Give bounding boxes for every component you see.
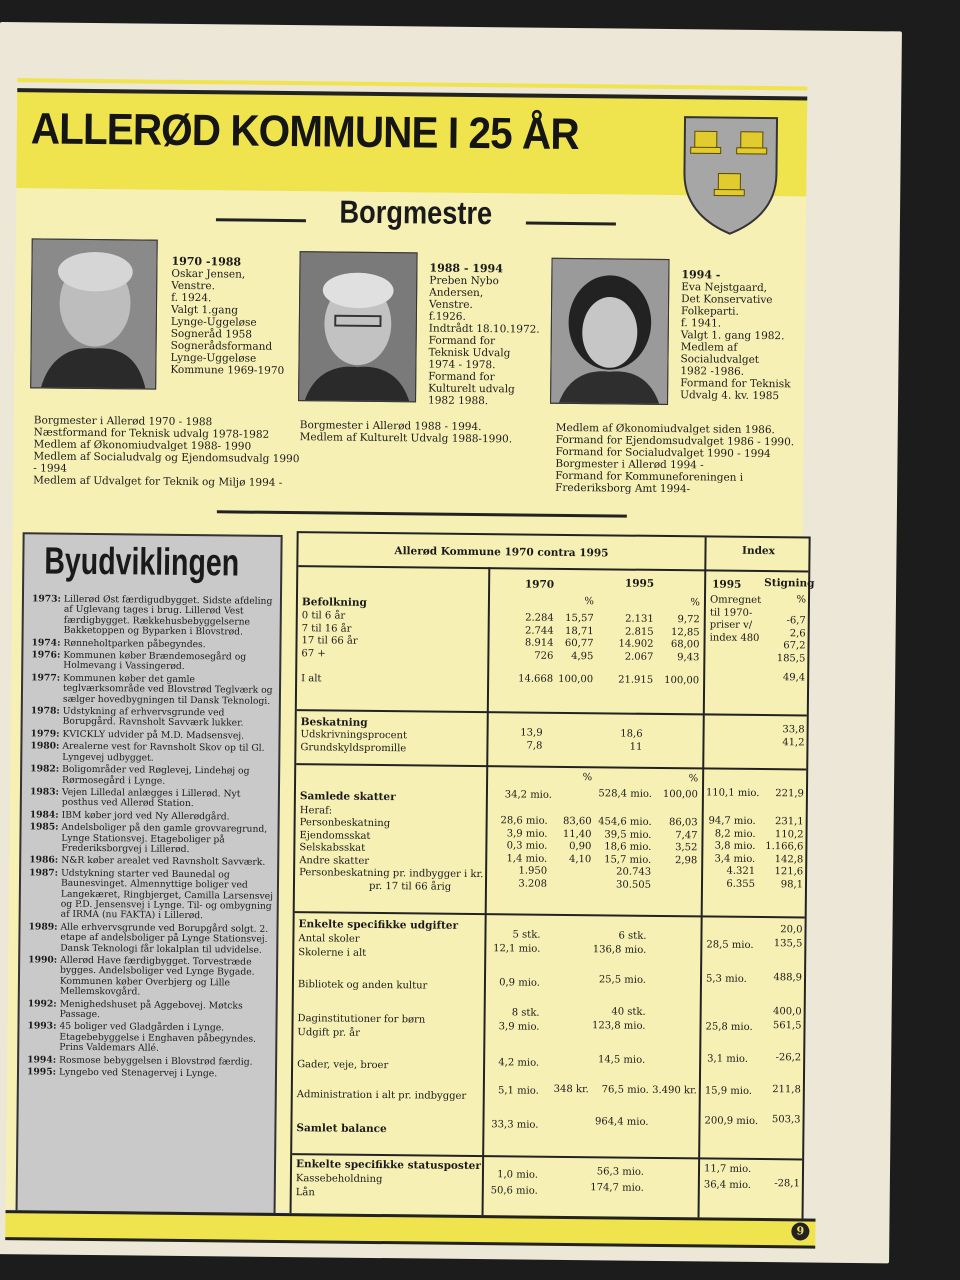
befolkning-total-1995: 21.915	[618, 674, 654, 686]
cell-value: 0,90	[569, 841, 592, 853]
befolkning-1995	[593, 613, 654, 664]
item-year: 1983:	[29, 786, 59, 798]
cell-value: 12,85	[670, 626, 700, 638]
row-label: Ejendomsskat	[299, 829, 371, 842]
index-note-line: index 480	[709, 631, 760, 644]
cell-value: 86,03	[668, 817, 698, 829]
cell-value: 28,6 mio.	[500, 815, 548, 827]
mayor-3-bio	[680, 269, 811, 402]
mayor-3-line: Medlem af Socialudvalget	[680, 341, 760, 366]
list-item	[26, 922, 274, 956]
mayor-2-line: 1982 1988.	[427, 394, 489, 408]
befolkning-labels	[301, 610, 488, 662]
section-samlede-skatter: Samlede skatter	[299, 790, 396, 804]
mayor-3-line: Folkeparti.	[680, 305, 739, 318]
item-year: 1973:	[31, 593, 62, 605]
udgift-omregnet: 3,1 mio.	[707, 1053, 749, 1065]
mayor-3-career	[555, 422, 796, 497]
skatter-pct-1995-header: %	[688, 773, 699, 785]
list-item	[26, 955, 274, 999]
item-text: 45 boliger ved Gladgården i Lynge. Etagebebyggelse i Enghaven påbegyndes. Prins Valdemars Allé.	[59, 1021, 257, 1054]
befolkning-total-stigning: 49,4	[782, 672, 806, 684]
mayor-2-line: Kulturelt udvalg	[428, 382, 515, 396]
career-line: Medlem af Kulturelt Udvalg 1988-1990.	[299, 431, 513, 446]
mayor-1-career	[33, 414, 304, 489]
byudvikling-list	[25, 594, 278, 1082]
skatter-total-omregnet: 110,1 mio.	[705, 787, 760, 799]
beskatning-1995	[592, 728, 642, 754]
index-note-line: Omregnet	[709, 594, 762, 607]
cell-value: 8.914	[524, 637, 554, 649]
cell-value: 110,2	[774, 828, 804, 840]
item-text: Boligområder ved Røglevej, Lindehøj og Rørmosegård i Lynge.	[62, 763, 250, 787]
cell-value: 2.067	[624, 651, 654, 663]
item-text: Lillerød Øst færdigudbygget. Sidste afdeling af Uglevang tages i brug. Lillerød Vest færdigbygget. Rækkehusbebyggelserne Bakketoppen og Byparken i Blovstrød.	[63, 593, 273, 638]
row-label: Personbeskatning	[299, 817, 391, 830]
career-line: Medlem af Udvalget for Teknik og Miljø 1994 -	[33, 474, 283, 489]
item-text: Andelsboliger på den gamle grovvaregrund, Lynge Stationsvej. Etageboliger på Frederiksborgvej i Lillerød.	[61, 821, 268, 855]
skatter-heraf: Heraf:	[299, 805, 333, 817]
skatter-1995-pct	[651, 817, 698, 867]
udgift-1995-per-capita: 3.490 kr.	[652, 1084, 697, 1097]
col-stigning-pct: %	[796, 594, 807, 606]
skatter-total-1995: 528,4 mio.	[598, 788, 653, 800]
cell-value: 11	[629, 741, 643, 753]
udgift-1995: 964,4 mio.	[594, 1116, 649, 1128]
cell-value: 39,5 mio.	[604, 828, 652, 841]
item-text: Menighedshuset på Aggebovej. Møtcks Passage.	[59, 998, 243, 1021]
coat-of-arms-icon	[680, 113, 781, 238]
skatter-total-stigning: 221,9	[775, 788, 805, 800]
cell-value: 121,6	[774, 866, 804, 878]
mayor-photo-1	[30, 238, 158, 389]
mayor-1-line: f. 1924.	[171, 291, 212, 305]
row-label: Grundskyldspromille	[300, 741, 407, 754]
index-title: Index	[742, 544, 775, 558]
section-status: Enkelte specifikke statusposter	[295, 1158, 481, 1173]
career-line: Borgmester i Allerød 1988 - 1994.	[299, 419, 482, 434]
item-year: 1990:	[28, 954, 58, 966]
udgift-1995: 40 stk.	[611, 1006, 646, 1018]
udgift-stigning: 561,5	[772, 1020, 802, 1032]
mayor-2-line: Venstre.	[429, 298, 473, 311]
cell-value: 185,5	[776, 652, 806, 664]
mayors-heading	[216, 192, 616, 233]
item-text: Arealerne vest for Ravnsholt Skov op til Gl. Lyngevej udbygget.	[62, 740, 265, 764]
mayor-2-line: Formand for	[428, 334, 496, 348]
udgift-1995: 14,5 mio.	[597, 1054, 646, 1066]
status-label: Lån	[295, 1187, 315, 1199]
udgift-label: Skolerne i alt	[298, 947, 367, 959]
row-label: 0 til 6 år	[301, 610, 346, 622]
item-text: Allerød Have færdigbygget. Torvestræde bygges. Andelsboliger ved Lynge Bygade. Kommunen køber Overbjerg og Lille Mellemskovgård.	[59, 954, 255, 998]
udgift-omregnet: 25,8 mio.	[705, 1021, 753, 1033]
col-1970: 1970	[524, 578, 555, 591]
item-year: 1995:	[26, 1066, 57, 1078]
cell-value: 60,77	[564, 637, 594, 650]
skatter-labels	[299, 817, 486, 894]
cell-value: 1.950	[518, 865, 548, 877]
mayor-1-line: Lynge-Uggeløse	[170, 351, 257, 365]
table-rule	[296, 763, 806, 770]
udgift-stigning: 211,8	[772, 1084, 801, 1096]
skatter-1970	[485, 815, 548, 891]
list-item	[25, 1022, 273, 1056]
udgift-omregnet: 200,9 mio.	[704, 1115, 759, 1127]
item-text: Lyngebo ved Stenagervej i Lynge.	[58, 1066, 218, 1080]
section-beskatning: Beskatning	[300, 716, 368, 729]
list-item	[29, 650, 277, 673]
item-text: Vejen Lilledal anlægges i Lillerød. Nyt posthus ved Allerød Station.	[61, 786, 241, 810]
cell-value: 30.505	[615, 878, 652, 891]
page-number: 9	[791, 1222, 809, 1240]
cell-value: 6.355	[726, 878, 756, 890]
career-line: Frederiksborg Amt 1994-	[555, 481, 691, 496]
befolkning-1970	[487, 612, 554, 663]
item-year: 1985:	[29, 821, 59, 833]
row-label: Andre skatter	[299, 854, 370, 867]
newspaper-page	[0, 22, 902, 1263]
career-line: Formand for Socialudvalget 1990 - 1994	[555, 445, 771, 461]
udgift-label: Gader, veje, broer	[297, 1059, 389, 1072]
udgift-1970: 12,1 mio.	[493, 943, 541, 955]
mayor-1-line: Oskar Jensen,	[171, 267, 246, 281]
cell-value: 2,98	[674, 854, 698, 866]
list-item	[28, 787, 276, 810]
cell-value: 9,43	[677, 651, 700, 663]
udgift-stigning: 488,9	[773, 972, 803, 984]
career-line: Formand for Kommuneforeningen i	[555, 469, 744, 484]
item-year: 1976:	[31, 649, 61, 661]
udgift-stigning: 20,0	[780, 924, 803, 936]
cell-value: 231,1	[774, 816, 804, 828]
status-label: Kassebeholdning	[295, 1173, 383, 1186]
col-stigning: Stigning	[764, 577, 815, 590]
udgift-label: Daginstitutioner for børn	[297, 1013, 426, 1026]
col-1995: 1995	[624, 577, 655, 590]
mayor-3-line: 1982 -1986.	[680, 365, 745, 378]
skatter-1995	[591, 816, 652, 892]
cell-value: 20.743	[616, 866, 652, 878]
cell-value: 11,40	[562, 828, 592, 840]
item-text: KVICKLY udvider på M.D. Madsensvej.	[62, 728, 245, 742]
byudvikling-box	[16, 532, 283, 1215]
udgift-label: Samlet balance	[296, 1122, 387, 1136]
byudvikling-title: Byudviklingen	[44, 540, 240, 585]
cell-value: 15,57	[565, 612, 594, 625]
career-line: Borgmester i Allerød 1994 -	[555, 457, 704, 472]
item-year: 1989:	[28, 921, 58, 933]
mayor-1-line: Kommune 1969-1970	[170, 363, 285, 377]
item-text: N&R køber arealet ved Ravnsholt Savværk.	[61, 855, 266, 869]
status-1995: 56,3 mio.	[596, 1166, 645, 1178]
item-text: IBM køber jord ved Ny Allerødgård.	[61, 809, 230, 823]
index-note-line: til 1970-	[709, 606, 753, 619]
cell-value: 3,8 mio.	[714, 840, 756, 852]
row-label: 7 til 16 år	[301, 622, 352, 635]
cell-value: 14.902	[618, 638, 654, 650]
udgift-1995: 25,5 mio.	[598, 974, 647, 986]
beskatning-stigning	[758, 724, 804, 749]
udgift-1970: 8 stk.	[511, 1007, 540, 1019]
cell-value: 2.744	[524, 625, 554, 637]
udgift-omregnet: 15,9 mio.	[704, 1085, 753, 1097]
list-item	[28, 764, 276, 787]
udgift-omregnet: 28,5 mio.	[706, 939, 754, 951]
statistics-table	[290, 531, 815, 1222]
mayor-3-line: Det Konservative	[681, 293, 773, 307]
status-omregnet: 11,7 mio.	[703, 1163, 752, 1175]
row-label: 17 til 66 år	[301, 635, 358, 647]
skatter-total-1970: 34,2 mio.	[504, 789, 552, 801]
udgift-stigning: 135,5	[773, 938, 803, 950]
item-year: 1978:	[30, 705, 60, 717]
item-year: 1994:	[27, 1053, 57, 1066]
col-pct-1970: %	[584, 596, 595, 608]
row-label: Personbeskatning pr. indbygger i kr.	[299, 867, 484, 881]
befolkning-1995-pct	[653, 614, 700, 664]
item-text: Alle erhvervsgrunde ved Borupgård solgt. 2. etape af andelsboliger på Lynge Stationsvej. Dansk Teknologi får lokalplan til udvidelse.	[60, 921, 269, 956]
cell-value: 4,10	[568, 853, 592, 865]
udgift-omregnet: 5,3 mio.	[705, 973, 747, 985]
skatter-omregnet	[703, 815, 756, 891]
table-title: Allerød Kommune 1970 contra 1995	[394, 545, 609, 560]
skatter-1970-pct	[547, 816, 592, 866]
mayor-3-period: 1994 -	[681, 268, 721, 282]
mayor-1-period: 1970 -1988	[171, 254, 242, 269]
item-year: 1986:	[29, 854, 59, 866]
item-year: 1979:	[30, 728, 60, 740]
row-label: pr. 17 til 66 årig	[368, 880, 452, 893]
udgift-stigning: -26,2	[775, 1052, 802, 1064]
item-text: Rønneholtparken påbegyndes.	[63, 637, 206, 650]
list-item	[28, 742, 276, 765]
befolkning-total-1970-pct: 100,00	[558, 673, 594, 686]
col-pct-1995: %	[690, 597, 701, 609]
list-item	[29, 706, 277, 729]
udgift-label: Bibliotek og anden kultur	[297, 979, 428, 992]
udgift-1970-per-capita: 348 kr.	[553, 1083, 589, 1096]
item-text: Kommunen køber det gamle teglværksområde ved Blovstrød Teglværk og sælger hovedbygningen til Dansk Teknologi.	[62, 672, 273, 707]
cell-value: 68,00	[670, 639, 700, 651]
beskatning-1970	[486, 727, 542, 753]
status-1970: 1,0 mio.	[497, 1169, 539, 1181]
item-text: Kommunen køber Brændemosegård og Holmevang i Vassingerød.	[63, 649, 247, 673]
befolkning-total-1970: 14.668	[518, 673, 554, 685]
item-text: Udstykning starter ved Baunedal og Baunesvinget. Almennyttige boliger ved Langekæret, Ringbjerget, Camilla Larsensvej og P.D. Jensensvej i Lynge. Til- og ombygning af IRMA (nu FAKTA) i Lillerød.	[60, 867, 274, 922]
item-year: 1982:	[30, 763, 60, 775]
index-note-line: priser v/	[709, 619, 753, 631]
cell-value: 726	[534, 650, 554, 662]
cell-value: 2.131	[625, 613, 654, 625]
list-item	[29, 673, 277, 707]
cell-value: 3.208	[518, 877, 548, 890]
cell-value: 3,52	[675, 842, 698, 854]
mayor-2-line: Indtrådt 18.10.1972.	[428, 322, 540, 336]
cell-value: 13,9	[520, 727, 543, 739]
cell-value: 8,2 mio.	[714, 828, 756, 840]
udgift-label: Administration i alt pr. indbygger	[296, 1089, 467, 1102]
befolkning-total-label: I alt	[301, 673, 322, 685]
mayor-3-line: Formand for Teknisk	[680, 377, 791, 391]
cell-value: 1,4 mio.	[506, 852, 548, 865]
mayor-2-line: Preben Nybo Andersen,	[429, 274, 499, 300]
page-content	[5, 62, 858, 1271]
table-rule	[297, 709, 807, 716]
cell-value: 0,3 mio.	[506, 840, 548, 852]
udgift-1995: 123,8 mio.	[591, 1020, 646, 1032]
udgift-stigning: 400,0	[772, 1006, 802, 1018]
list-item	[27, 856, 275, 869]
mayor-photo-2	[298, 251, 418, 402]
udgift-1995: 136,8 mio.	[592, 944, 647, 956]
mayor-1-line: Lynge-Uggeløse	[170, 315, 257, 329]
udgift-1970: 33,3 mio.	[491, 1119, 539, 1131]
status-omregnet: 36,4 mio.	[703, 1179, 752, 1191]
section-udgifter: Enkelte specifikke udgifter	[298, 918, 459, 932]
career-line: Borgmester i Allerød 1970 - 1988	[33, 414, 213, 429]
mayor-2-bio	[428, 263, 550, 408]
career-line: Formand for Ejendomsudvalget 1986 - 1990.	[555, 433, 795, 449]
cell-value: 15,7 mio.	[604, 853, 652, 866]
list-item	[25, 1067, 273, 1080]
beskatning-labels	[300, 729, 486, 756]
cell-value: 1.166,6	[765, 841, 804, 853]
status-stigning: -28,1	[774, 1178, 800, 1190]
item-year: 1993:	[27, 1020, 57, 1033]
mayor-1-line: Sogneråd 1958	[170, 327, 253, 341]
col-index-1995: 1995	[712, 578, 742, 591]
udgift-1970: 5,1 mio.	[497, 1085, 539, 1097]
befolkning-total-1995-pct: 100,00	[664, 674, 700, 687]
mayor-2-career	[300, 419, 520, 445]
cell-value: 3,9 mio.	[506, 827, 548, 840]
row-label: Udskrivningsprocent	[300, 729, 408, 742]
cell-value: 18,6 mio.	[604, 841, 652, 853]
career-line: Medlem af Økonomiudvalget 1988- 1990	[33, 438, 252, 453]
cell-value: 142,8	[774, 853, 804, 865]
page-title: ALLERØD KOMMUNE I 25 ÅR	[30, 104, 579, 160]
mayor-1-line: Valgt 1.gang	[170, 303, 239, 317]
befolkning-stigning	[759, 615, 806, 665]
mayor-3-line: Udvalg 4. kv. 1985	[680, 389, 780, 403]
cell-value: 18,6	[620, 728, 643, 740]
item-year: 1987:	[29, 867, 59, 879]
mayor-1-bio	[170, 256, 291, 377]
item-year: 1974:	[31, 636, 61, 649]
list-item	[27, 868, 276, 923]
mayor-3-line: f. 1941.	[680, 317, 722, 330]
cell-value: 67,2	[783, 640, 806, 652]
mayor-1-line: Sognerådsformand	[170, 339, 273, 353]
mayor-1-line: Venstre.	[171, 279, 216, 293]
udgift-1970: 0,9 mio.	[499, 977, 541, 989]
cell-value: 33,8	[782, 724, 805, 736]
mayor-2-period: 1988 - 1994	[429, 261, 503, 276]
mayor-2-line: Teknisk Udvalg	[428, 346, 511, 360]
mayor-photo-3	[550, 258, 670, 405]
cell-value: 98,1	[780, 878, 804, 890]
list-item	[27, 822, 275, 856]
udgift-1995: 6 stk.	[618, 930, 647, 942]
section-befolkning: Befolkning	[301, 596, 367, 609]
mayor-2-line: Formand for	[428, 370, 495, 384]
list-item	[26, 999, 274, 1022]
skatter-pct-1970-header: %	[582, 772, 593, 784]
cell-value: 2.815	[624, 626, 654, 638]
item-year: 1977:	[31, 672, 61, 684]
row-label: Selskabsskat	[299, 842, 366, 854]
cell-value: 7,8	[526, 740, 543, 752]
skatter-stigning	[755, 816, 804, 891]
mayor-3-line: Valgt 1. gang 1982.	[680, 329, 785, 343]
udgift-1970: 5 stk.	[512, 929, 541, 941]
cell-value: 94,7 mio.	[708, 815, 756, 827]
item-year: 1984:	[29, 809, 59, 821]
cell-value: 4.321	[726, 865, 756, 877]
udgift-label: Antal skoler	[298, 933, 360, 945]
item-text: Rosmose bebyggelsen i Blovstrød færdig.	[59, 1054, 253, 1068]
table-rule	[295, 911, 805, 918]
mayor-3-line: Eva Nejstgaard,	[681, 281, 768, 295]
skatter-total-1995-pct: 100,00	[662, 788, 699, 801]
cell-value: 3,4 mio.	[714, 853, 756, 865]
item-text: Udstykning af erhvervsgrunde ved Borupgård. Ravnsholt Savværk lukker.	[62, 705, 244, 730]
cell-value: 454,6 mio.	[598, 816, 652, 828]
status-1970: 50,6 mio.	[490, 1185, 538, 1197]
mayor-2-line: f.1926.	[428, 310, 466, 323]
status-1995: 174,7 mio.	[590, 1182, 644, 1194]
cell-value: 41,2	[782, 736, 805, 748]
row-label: 67 +	[301, 647, 326, 659]
udgift-1970: 3,9 mio.	[498, 1021, 540, 1033]
udgift-stigning: 503,3	[771, 1114, 801, 1126]
item-year: 1980:	[30, 740, 60, 752]
cell-value: 7,47	[675, 829, 698, 841]
cell-value: 2,6	[789, 627, 806, 639]
list-item	[30, 594, 278, 638]
table-rule	[298, 565, 808, 572]
cell-value: 83,60	[562, 815, 592, 828]
cell-value: -6,7	[786, 615, 806, 627]
cell-value: 18,71	[564, 625, 594, 637]
cell-value: 9,72	[677, 614, 700, 626]
udgift-label: Udgift pr. år	[297, 1027, 361, 1039]
mayor-2-line: 1974 - 1978.	[428, 358, 496, 372]
career-line: Næstformand for Teknisk udvalg 1978-1982	[33, 426, 270, 441]
cell-value: 4,95	[571, 650, 594, 662]
udgift-1995: 76,5 mio.	[601, 1084, 649, 1096]
mayors-heading-text: Borgmestre	[339, 193, 493, 232]
befolkning-1970-pct	[553, 613, 594, 663]
career-line: Medlem af Socialudvalg og Ejendomsudvalg 1990 - 1994	[33, 450, 300, 475]
career-line: Medlem af Økonomiudvalget siden 1986.	[555, 421, 775, 437]
item-year: 1992:	[27, 997, 57, 1010]
udgift-1970: 4,2 mio.	[498, 1057, 540, 1069]
cell-value: 2.284	[525, 612, 554, 624]
